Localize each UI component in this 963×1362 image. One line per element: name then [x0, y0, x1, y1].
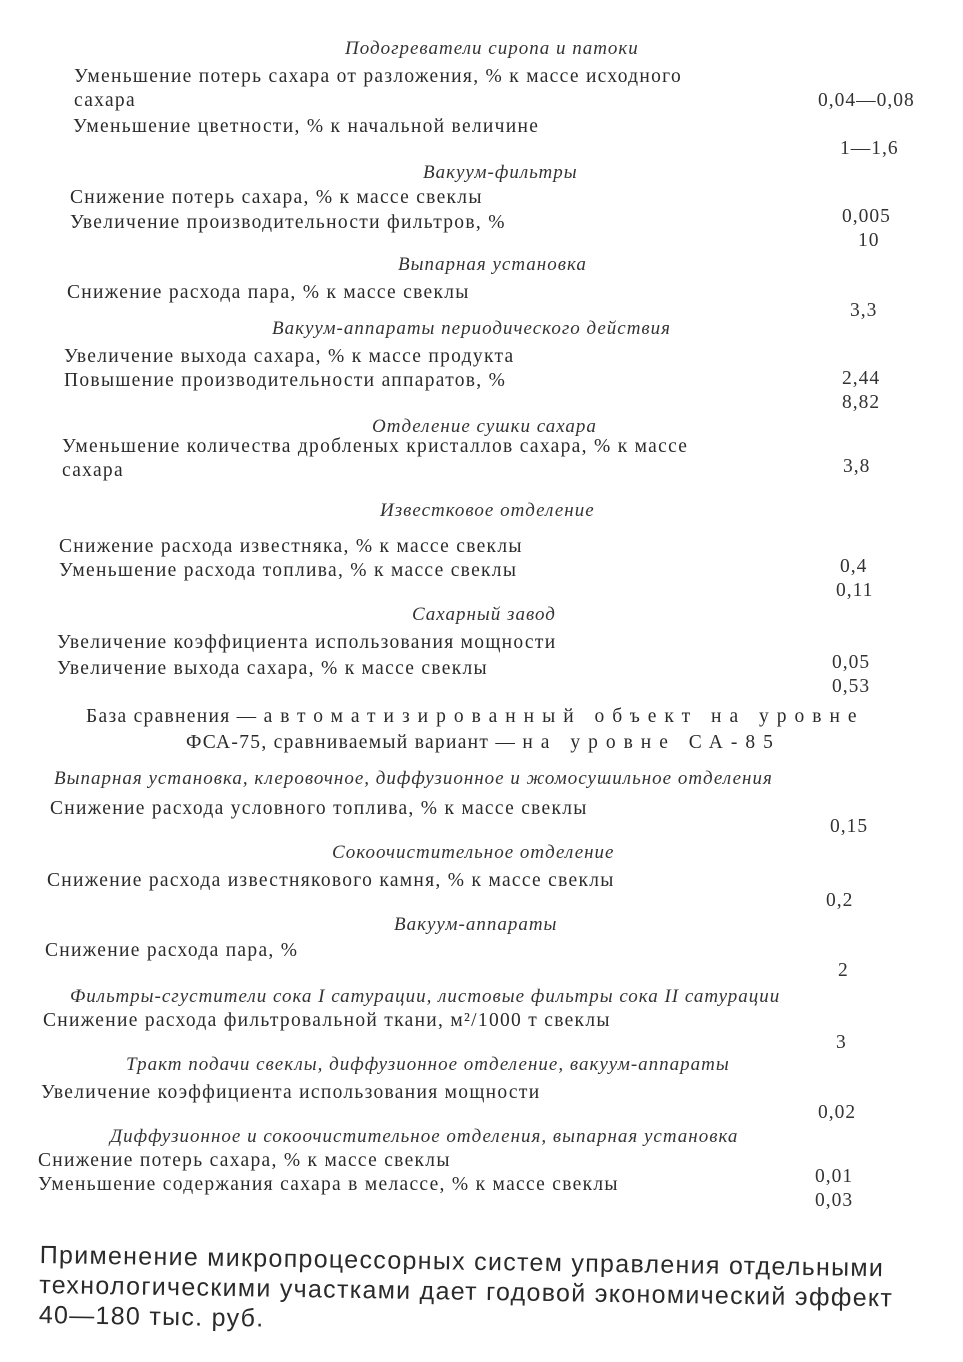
section-heading: Вакуум-аппараты — [394, 914, 558, 935]
item-value: 0,11 — [836, 580, 874, 601]
item-text: Уменьшение расхода топлива, % к массе свеклы — [59, 560, 518, 581]
item-value: 0,2 — [826, 890, 854, 911]
item-value: 1—1,6 — [840, 138, 899, 159]
section-heading: Тракт подачи свеклы, диффузионное отделение, вакуум-аппараты — [126, 1054, 730, 1075]
section-heading: Известковое отделение — [380, 500, 595, 521]
section-heading: Выпарная установка — [398, 254, 587, 275]
item-text: Снижение расхода фильтровальной ткани, м²/1000 т свеклы — [43, 1010, 611, 1031]
basis-label: База сравнения — — [86, 706, 264, 727]
basis-label: ФСА-75, сравниваемый вариант — — [186, 732, 523, 753]
item-value: 0,005 — [842, 206, 891, 227]
section-heading: Вакуум-фильтры — [423, 162, 578, 183]
item-value: 0,02 — [818, 1102, 857, 1123]
item-text: Снижение потерь сахара, % к массе свеклы — [70, 187, 483, 208]
item-value: 0,04—0,08 — [818, 90, 915, 111]
item-value: 0,4 — [840, 556, 868, 577]
item-value: 2 — [838, 960, 849, 981]
section-heading: Вакуум-аппараты периодического действия — [272, 318, 671, 339]
item-value: 3 — [836, 1032, 847, 1053]
item-text: Снижение расхода условного топлива, % к массе свеклы — [50, 798, 588, 819]
item-value: 10 — [858, 230, 880, 251]
item-text: Уменьшение потерь сахара от разложения, % к массе исходного — [74, 66, 683, 87]
item-value: 0,53 — [832, 676, 871, 697]
item-text: Увеличение выхода сахара, % к массе свеклы — [57, 658, 488, 679]
section-heading: Фильтры-сгустители сока I сатурации, листовые фильтры сока II сатурации — [70, 986, 781, 1007]
item-value: 0,03 — [815, 1190, 854, 1211]
item-value: 3,3 — [850, 300, 878, 321]
item-value: 8,82 — [842, 392, 881, 413]
item-text: Снижение расхода известняка, % к массе свеклы — [59, 536, 523, 557]
item-text-continued: сахара — [62, 460, 124, 481]
item-text: Снижение потерь сахара, % к массе свеклы — [38, 1150, 451, 1171]
section-heading: Подогреватели сиропа и патоки — [345, 38, 639, 59]
section-heading: Сокоочистительное отделение — [332, 842, 615, 863]
item-value: 0,15 — [830, 816, 869, 837]
item-value: 3,8 — [843, 456, 871, 477]
item-text: Увеличение производительности фильтров, % — [70, 212, 506, 233]
item-value: 2,44 — [842, 368, 881, 389]
basis-emphasis: автоматизированный объект на уровне — [263, 706, 865, 727]
basis-emphasis: на уровне СА-85 — [522, 732, 781, 753]
section-heading: Отделение сушки сахара — [372, 416, 597, 437]
item-text: Снижение расхода пара, % — [45, 940, 299, 961]
item-text: Увеличение коэффициента использования мощности — [41, 1082, 541, 1103]
item-text: Снижение расхода известнякового камня, % к массе свеклы — [47, 870, 615, 891]
item-text: Уменьшение цветности, % к начальной величине — [73, 116, 540, 137]
section-heading: Сахарный завод — [412, 604, 556, 625]
conclusion-paragraph: Применение микропроцессорных систем управления отдельными технологическими участками дает годовой экономический эффект 40—180 тыс. руб. — [38, 1240, 894, 1333]
basis-line-2 — [186, 732, 781, 754]
basis-line-1 — [86, 706, 865, 728]
item-text: Уменьшение количества дробленых кристаллов сахара, % к массе — [62, 436, 689, 457]
item-value: 0,05 — [832, 652, 871, 673]
item-text: Уменьшение содержания сахара в мелассе, % к массе свеклы — [38, 1174, 619, 1195]
item-text: Увеличение коэффициента использования мощности — [57, 632, 557, 653]
item-text: Снижение расхода пара, % к массе свеклы — [67, 282, 470, 303]
section-heading: Диффузионное и сокоочистительное отделения, выпарная установка — [110, 1126, 739, 1147]
section-heading: Выпарная установка, клеровочное, диффузионное и жомосушильное отделения — [54, 768, 773, 789]
item-text-continued: сахара — [74, 90, 136, 111]
item-value: 0,01 — [815, 1166, 854, 1187]
item-text: Увеличение выхода сахара, % к массе продукта — [64, 346, 515, 367]
item-text: Повышение производительности аппаратов, % — [64, 370, 507, 391]
